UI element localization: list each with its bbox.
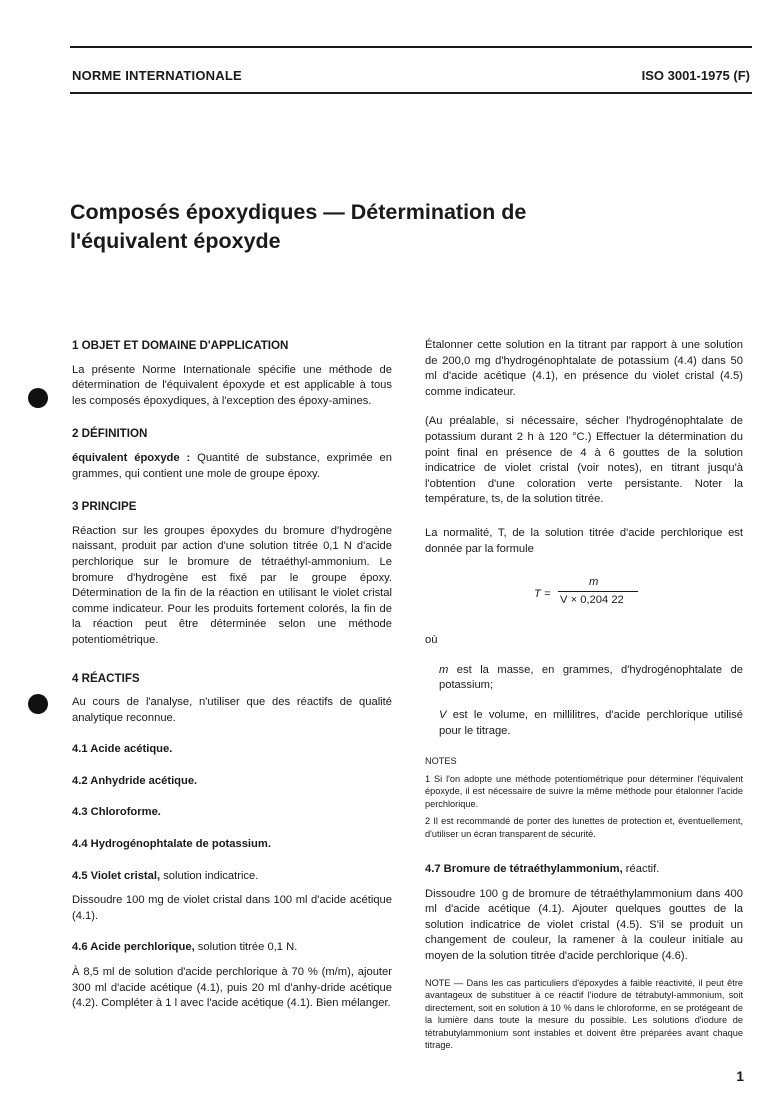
variable-v: V (439, 708, 447, 721)
reagent-4-7-desc: réactif. (622, 863, 660, 876)
reagent-4-5 (72, 869, 392, 885)
definition-text: Quantité de substance, exprimée en grammes, qui contient une mole de groupe époxy. (72, 451, 392, 480)
reagent-4-6-desc: solution titrée 0,1 N. (194, 941, 298, 954)
section-3-heading: 3 PRINCIPE (72, 500, 137, 514)
reagent-4-6-text: À 8,5 ml de solution d'acide perchlorique à 70 % (m/m), ajouter 300 ml d'acide acétique (4.1), puis 20 ml d'anhy-dride acétique (4.2). Compléter à 1 l avec l'acide acétique (4.1). Bien mélanger. (72, 966, 392, 1010)
reagent-4-1: 4.1 Acide acétique. (72, 743, 173, 756)
section-2-text (72, 451, 392, 482)
right-column (425, 338, 743, 1052)
section-3-text: Réaction sur les groupes époxydes du bromure d'hydrogène naissant, produit par action d'une solution titrée 0,1 N d'acide perchlorique sur le bromure de tétraéthyl-ammonium. Le bromure d'hydrogène est fixé par le groupe époxy. Détermination de la fin de la réaction en utilisant le violet cristal comme indicateur. Pour les produits fortement colorés, la fin de la réaction peut être déterminée selon une méthode potentiométrique. (72, 524, 392, 646)
left-column (72, 338, 392, 1012)
notes-heading: NOTES (425, 756, 457, 767)
header-standard-type: NORME INTERNATIONALE (72, 68, 242, 83)
reagent-4-4: 4.4 Hydrogénophtalate de potassium. (72, 838, 271, 851)
reagent-4-7-text: Dissoudre 100 g de bromure de tétraéthylammonium dans 400 ml d'acide acétique (4.1). Ajouter quelques gouttes de la solution indicatrice de violet cristal (4.5). S'il se produit un changement de couleur, la ramener à la couleur initiale au moyen de la solution titrée d'acide perchlorique (4.6). (425, 887, 743, 963)
formula-numerator: m (589, 576, 599, 589)
definition-v-text: est le volume, en millilitres, d'acide perchlorique utilisé pour le titrage. (439, 708, 743, 737)
definition-v (425, 708, 743, 739)
reagent-4-7-name: 4.7 Bromure de tétraéthylammonium, (425, 863, 623, 876)
reagent-4-3: 4.3 Chloroforme. (72, 806, 161, 819)
note-2: 2 Il est recommandé de porter des lunettes de protection et, éventuellement, d'utiliser un écran transparent de sécurité. (425, 816, 743, 839)
reagent-4-6-name: 4.6 Acide perchlorique, (72, 941, 195, 954)
reagent-4-2: 4.2 Anhydride acétique. (72, 774, 198, 787)
header-rule-bottom (70, 92, 752, 94)
formula-lhs: T = (534, 588, 551, 601)
document-title (70, 198, 710, 256)
drying-paragraph: (Au préalable, si nécessaire, sécher l'hydrogénophtalate de potassium durant 2 h à 120 °C.) Effectuer la détermination du point final en présence de 4 à 6 gouttes de la solution indicatrice de violet cristal (voir notes), en titrant jusqu'à l'obtention d'une coloration verte persistante. Noter la température, ts, de la solution titrée. (425, 415, 743, 506)
title-line-2: l'équivalent époxyde (70, 229, 281, 253)
normality-intro: La normalité, T, de la solution titrée d'acide perchlorique est donnée par la formule (425, 526, 743, 555)
reagent-4-7-note: NOTE — Dans les cas particuliers d'époxydes à faible réactivité, il peut être avantageux de substituer à ce réactif l'iodure de tétrabutyl-ammonium, soit directement, soit en solution à 10 % dans le chloroforme, en se protégeant de la lumière dans toute la mesure du possible. Les solutions d'iodure de tétrabutylammonium sont instables et doivent être préparées avant chaque titrage. (425, 977, 743, 1051)
definition-m (425, 663, 743, 694)
section-2-heading: 2 DÉFINITION (72, 427, 148, 441)
note-1: 1 Si l'on adopte une méthode potentiométrique pour déterminer l'équivalent époxyde, il est nécessaire de suivre la même méthode pour étalonner l'acide perchlorique. (425, 773, 743, 809)
reagent-4-5-name: 4.5 Violet cristal, (72, 869, 161, 882)
margin-bullet-2 (28, 694, 48, 714)
variable-m: m (439, 663, 449, 676)
formula-fraction-bar (558, 591, 638, 592)
reagent-4-5-text: Dissoudre 100 mg de violet cristal dans 100 ml d'acide acétique (4.1). (72, 894, 392, 922)
normality-formula (425, 575, 743, 621)
section-1-text: La présente Norme Internationale spécifie une méthode de détermination de l'équivalent époxyde et est applicable à tous les composés époxydiques, à l'exception des époxy-amines. (72, 363, 392, 407)
title-line-1: Composés époxydiques — Détermination de (70, 200, 527, 224)
reagent-4-7 (425, 862, 743, 878)
section-4-text: Au cours de l'analyse, n'utiliser que des réactifs de qualité analytique reconnue. (72, 696, 392, 724)
section-1-heading: 1 OBJET ET DOMAINE D'APPLICATION (72, 339, 289, 352)
page-number: 1 (736, 1068, 744, 1084)
reagent-4-6 (72, 940, 392, 956)
section-4-heading: 4 RÉACTIFS (72, 671, 140, 685)
margin-bullet-1 (28, 388, 48, 408)
header-standard-number: ISO 3001-1975 (F) (641, 68, 750, 83)
definition-term: équivalent époxyde : (72, 451, 191, 464)
reagent-4-5-desc: solution indicatrice. (160, 869, 259, 882)
header-rule-top (70, 46, 752, 48)
definition-m-text: est la masse, en grammes, d'hydrogénophtalate de potassium; (439, 663, 743, 692)
calibration-paragraph: Étalonner cette solution en la titrant par rapport à une solution de 200,0 mg d'hydrogénophtalate de potassium (4.4) dans 50 ml d'acide acétique (4.1), en présence du violet cristal (4.5) comme indicateur. (425, 339, 743, 398)
where-label: où (425, 634, 438, 647)
formula-denominator: V × 0,204 22 (560, 594, 624, 607)
